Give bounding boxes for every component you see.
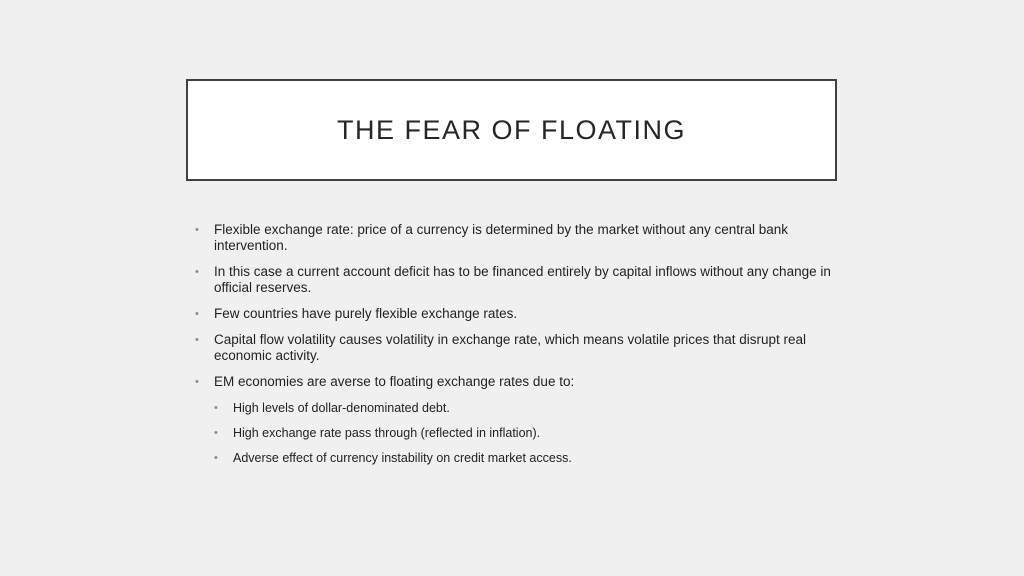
bullet-text: Capital flow volatility causes volatility in exchange rate, which means volatile prices that disrupt real economic activity. [214,332,807,363]
sub-bullet-text: High exchange rate pass through (reflected in inflation). [233,426,541,440]
bullet-dot-icon: • [195,308,199,320]
bullet-text: In this case a current account deficit has to be financed entirely by capital inflows without any change in official reserves. [214,264,831,295]
sub-bullet-text: Adverse effect of currency instability on credit market access. [233,451,572,465]
bullet-item [195,222,835,254]
bullet-item [195,374,835,390]
bullet-item [195,306,835,322]
sub-bullet-dot-icon: • [214,427,218,439]
bullet-text: EM economies are averse to floating exchange rates due to: [214,374,575,389]
title-box [186,79,837,181]
bullet-dot-icon: • [195,224,199,236]
bullet-dot-icon: • [195,376,199,388]
bullet-list [195,222,835,475]
sub-bullet-dot-icon: • [214,452,218,464]
sub-bullet-item [195,450,835,466]
sub-bullet-item [195,425,835,441]
bullet-item [195,264,835,296]
sub-bullet-text: High levels of dollar-denominated debt. [233,401,450,415]
sub-bullet-item [195,400,835,416]
bullet-text: Few countries have purely flexible exchange rates. [214,306,518,321]
sub-bullet-dot-icon: • [214,402,218,414]
bullet-dot-icon: • [195,334,199,346]
bullet-dot-icon: • [195,266,199,278]
bullet-item [195,332,835,364]
slide-title: THE FEAR OF FLOATING [336,114,687,145]
bullet-text: Flexible exchange rate: price of a currency is determined by the market without any central bank intervention. [214,222,789,253]
